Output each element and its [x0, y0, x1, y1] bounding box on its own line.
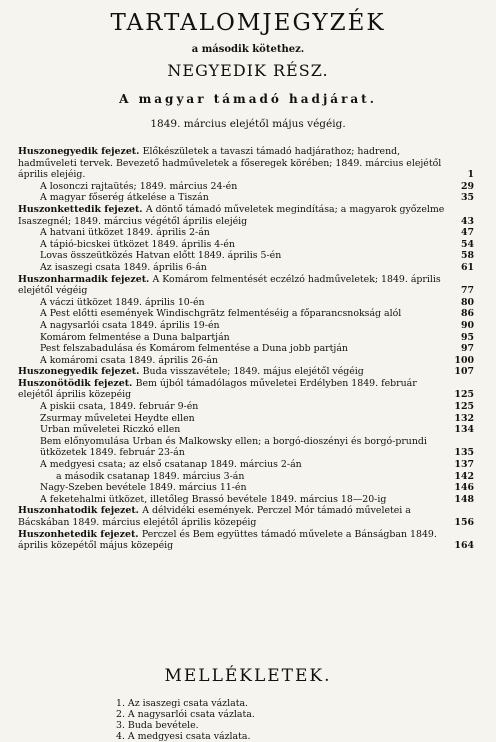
toc-sub-entry: [18, 192, 474, 204]
page-number: 125: [454, 401, 474, 413]
entry-text: A losonczi rajtaütés; 1849. március 24-én: [40, 180, 238, 192]
entry-text: Komárom felmentése a Duna balpartján: [40, 331, 230, 343]
toc-chapter-entry: [18, 378, 474, 401]
page-number: 134: [454, 424, 474, 436]
chapter-label: Huszonötödik fejezet.: [18, 377, 136, 389]
entry-text: Bem újból támadólagos műveletei Erdélyben 1849. február elejétől április közepéig: [18, 377, 417, 401]
page-number: 54: [460, 238, 474, 250]
chapter-label: Huszonhetedik fejezet.: [18, 528, 142, 540]
toc-sub-entry: [18, 355, 474, 367]
entry-text: A magyar főserég átkelése a Tiszán: [40, 192, 209, 204]
toc-sub-entry: [18, 250, 474, 262]
toc-sub-entry: [18, 482, 474, 494]
entry-text: Előkészületek a tavaszi támadó hadjárathoz; hadrend, hadműveleti tervek. Bevezető hadműveletek a főseregek körében; 1849. március elejétől április elejéig.: [18, 146, 442, 181]
part-heading: NEGYEDIK RÉSZ.: [167, 61, 329, 80]
page-number: 107: [454, 366, 474, 378]
toc-sub-entry: [18, 262, 474, 274]
toc-chapter-entry: [18, 505, 474, 528]
toc-chapter-entry: [18, 146, 474, 181]
entry-text: Perczel és Bem együttes támadó művelete a Bánságban 1849. április közepétől május közepéig: [18, 528, 437, 552]
toc-sub-entry: [18, 181, 474, 193]
entry-text: A feketehalmi ütközet, illetőleg Brassó bevétele 1849. március 18—20-ig: [40, 493, 387, 505]
page-number: 97: [460, 343, 474, 355]
page-number: 47: [460, 227, 474, 239]
entry-text: Buda visszavétele; 1849. május elejétől végéig: [142, 366, 364, 378]
entry-text: A piskii csata, 1849. február 9-én: [40, 401, 199, 413]
volume-subtitle: a második kötethez.: [191, 44, 305, 55]
toc-chapter-entry: [18, 366, 474, 378]
toc-chapter-entry: [18, 274, 474, 297]
campaign-dates: 1849. március elejétől május végéig.: [150, 118, 346, 130]
entry-text: Urban műveletei Riczkó ellen: [40, 424, 181, 436]
toc-chapter-entry: [18, 529, 474, 552]
toc-sub-entry: [18, 401, 474, 413]
toc-sub-entry: [18, 227, 474, 239]
campaign-heading: A magyar támadó hadjárat.: [119, 92, 377, 106]
page-number: 148: [454, 493, 474, 505]
toc-sub-entry: [18, 413, 474, 425]
entry-text: Bem előnyomulása Urban és Malkowsky ellen; a borgó-dioszényi és borgó-prundi ütközetek 1849. február 23-án: [40, 435, 427, 459]
appendix-item: 1. Az isaszegi csata vázlata.: [116, 698, 249, 709]
entry-text: Lovas összeütközés Hatvan előtt 1849. április 5-én: [40, 250, 282, 262]
entry-text: a második csatanap 1849. március 3-án: [56, 470, 245, 482]
table-of-contents: [18, 146, 474, 552]
toc-sub-entry: [18, 436, 474, 459]
entry-text: A döntő támadó műveletek megindítása; a magyarok győzelme Isaszegnél; 1849. március végétől április elejéig: [18, 203, 445, 227]
page-title: TARTALOMJEGYZÉK: [110, 10, 386, 36]
entry-text: Pest felszabadulása és Komárom felmentése a Duna jobb partján: [40, 343, 348, 355]
page-number: 156: [454, 517, 474, 528]
toc-sub-entry: [18, 308, 474, 320]
appendix-item: 4. A medgyesi csata vázlata.: [116, 731, 251, 742]
toc-sub-entry: [18, 332, 474, 344]
entry-text: A nagysarlói csata 1849. április 19-én: [40, 319, 220, 331]
entry-text: A hatvani ütközet 1849. április 2-án: [40, 227, 210, 239]
page-number: 95: [460, 331, 474, 343]
entry-text: A délvidéki események. Perczel Mór támadó műveletei a Bácskában 1849. március elejétől április közepéig: [18, 505, 411, 528]
page-number: 100: [454, 354, 474, 366]
entry-text: Zsurmay műveletei Heydte ellen: [40, 412, 195, 424]
toc-sub-entry: [18, 424, 474, 436]
chapter-label: Huszonkettedik fejezet.: [18, 203, 146, 215]
entry-text: A tápió-bicskei ütközet 1849. április 4-én: [40, 238, 235, 250]
entry-text: A medgyesi csata; az első csatanap 1849. március 2-án: [40, 459, 302, 471]
chapter-label: Huszonegyedik fejezet.: [18, 366, 143, 378]
chapter-label: Huszonhatodik fejezet.: [18, 505, 143, 517]
toc-sub-entry: [18, 459, 474, 471]
toc-sub-entry: [18, 494, 474, 506]
page-number: 61: [460, 261, 474, 273]
toc-chapter-entry: [18, 204, 474, 227]
entry-text: A Komárom felmentését eczélzó hadműveletek; 1849. április elejétől végéig: [18, 273, 441, 297]
page-number: 125: [454, 389, 474, 401]
page-number: 80: [460, 296, 474, 308]
page-number: 132: [454, 412, 474, 424]
page-number: 135: [454, 447, 474, 459]
appendix-item: 2. A nagysarlói csata vázlata.: [116, 709, 255, 720]
page-number: 137: [454, 459, 474, 471]
appendix-item: 3. Buda bevétele.: [116, 720, 199, 731]
page-number: 142: [454, 470, 474, 482]
page-number: 43: [460, 215, 474, 227]
toc-sub-entry: [18, 471, 474, 483]
page-number: 1: [467, 169, 474, 181]
page-number: 146: [454, 482, 474, 494]
entry-text: Nagy-Szeben bevétele 1849. március 11-én: [40, 482, 247, 494]
chapter-label: Huszonegyedik fejezet.: [18, 146, 143, 157]
toc-sub-entry: [18, 297, 474, 309]
page-number: 29: [460, 180, 474, 192]
page-number: 86: [460, 308, 474, 320]
toc-sub-entry: [18, 343, 474, 355]
entry-text: Az isaszegi csata 1849. április 6-án: [40, 261, 207, 273]
page-number: 77: [460, 285, 474, 297]
appendix-heading: MELLÉKLETEK.: [164, 666, 332, 686]
appendix-list: [116, 698, 376, 742]
toc-sub-entry: [18, 320, 474, 332]
chapter-label: Huszonharmadik fejezet.: [18, 273, 153, 285]
toc-sub-entry: [18, 239, 474, 251]
page-number: 58: [460, 250, 474, 262]
entry-text: A Pest előtti események Windischgrätz felmentéséig a főparancsnokság alól: [40, 308, 402, 320]
entry-text: A váczi ütközet 1849. április 10-én: [40, 296, 205, 308]
page-number: 35: [460, 192, 474, 204]
page-number: 164: [454, 540, 474, 552]
page-number: 90: [460, 319, 474, 331]
entry-text: A komáromi csata 1849. április 26-án: [40, 354, 218, 366]
